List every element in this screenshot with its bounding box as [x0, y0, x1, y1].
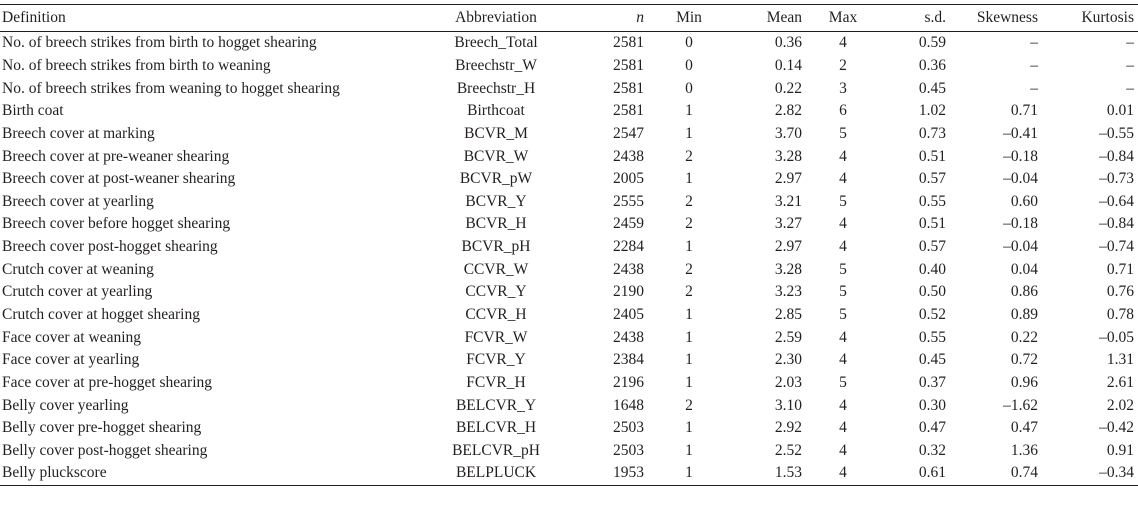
n-cell: 2581	[613, 79, 644, 97]
n-cell: 2438	[613, 260, 644, 278]
sd-cell: 0.37	[918, 373, 946, 391]
skewness-cell: 0.72	[1010, 351, 1038, 369]
definition-cell: Belly cover post-hogget shearing	[2, 441, 208, 459]
sd-cell: 0.32	[918, 441, 946, 459]
abbreviation-cell: BELCVR_H	[455, 419, 537, 437]
header-row	[0, 5, 1138, 32]
table-row	[0, 190, 1138, 213]
mean-cell: 2.59	[774, 328, 802, 346]
min-cell: 2	[685, 215, 693, 233]
header-abbreviation: Abbreviation	[455, 9, 537, 26]
min-cell: 1	[685, 124, 693, 142]
skewness-cell: –0.41	[1003, 124, 1038, 142]
max-cell: 5	[839, 124, 847, 142]
min-cell: 2	[685, 396, 693, 414]
min-cell: 0	[685, 34, 693, 52]
min-cell: 2	[685, 192, 693, 210]
mean-cell: 2.85	[774, 306, 802, 323]
min-cell: 1	[685, 170, 693, 188]
max-cell: 4	[839, 147, 847, 165]
sd-cell: 0.57	[918, 170, 946, 188]
header-max: Max	[828, 9, 858, 26]
max-cell: 5	[839, 306, 847, 323]
n-cell: 2384	[613, 351, 644, 369]
n-cell: 2547	[613, 124, 644, 142]
descriptive-statistics-table	[0, 4, 1138, 486]
definition-cell: Belly cover yearling	[2, 396, 129, 414]
mean-cell: 2.52	[774, 441, 802, 459]
header-skewness: Skewness	[976, 9, 1038, 26]
kurtosis-cell: –0.84	[1099, 215, 1134, 233]
abbreviation-cell: FCVR_Y	[466, 351, 526, 369]
kurtosis-cell: –	[1126, 34, 1134, 52]
skewness-cell: –0.04	[1003, 170, 1038, 188]
skewness-cell: –	[1030, 56, 1038, 74]
n-cell: 2581	[613, 34, 644, 52]
n-cell: 1953	[613, 464, 644, 482]
table-header	[0, 5, 1138, 32]
min-cell: 2	[685, 147, 693, 165]
definition-cell: No. of breech strikes from birth to hogget shearing	[2, 34, 317, 52]
table-row	[0, 349, 1138, 372]
header-sd: s.d.	[924, 9, 946, 26]
skewness-cell: 0.96	[1010, 373, 1038, 391]
max-cell: 5	[839, 192, 847, 210]
abbreviation-cell: BCVR_pH	[461, 238, 531, 256]
n-cell: 2459	[613, 215, 644, 233]
header-definition: Definition	[2, 9, 66, 26]
kurtosis-cell: –0.74	[1099, 238, 1134, 256]
skewness-cell: –0.18	[1003, 215, 1038, 233]
abbreviation-cell: BCVR_M	[464, 124, 528, 142]
table-row	[0, 213, 1138, 236]
kurtosis-cell: 0.91	[1106, 441, 1134, 459]
kurtosis-cell: 0.78	[1106, 306, 1134, 323]
kurtosis-cell: 0.76	[1106, 283, 1134, 301]
table-row	[0, 462, 1138, 485]
n-cell: 2438	[613, 328, 644, 346]
abbreviation-cell: Breechstr_W	[455, 56, 537, 74]
kurtosis-cell: 2.02	[1106, 396, 1134, 414]
n-cell: 2503	[613, 419, 644, 437]
mean-cell: 2.03	[774, 373, 802, 391]
max-cell: 4	[839, 328, 847, 346]
definition-cell: Crutch cover at weaning	[2, 260, 154, 278]
skewness-cell: 0.04	[1010, 260, 1038, 278]
min-cell: 1	[685, 419, 693, 437]
abbreviation-cell: FCVR_W	[464, 328, 528, 346]
abbreviation-cell: BCVR_pW	[459, 170, 533, 188]
max-cell: 4	[839, 441, 847, 459]
skewness-cell: 0.47	[1010, 419, 1038, 437]
kurtosis-cell: –0.34	[1099, 464, 1134, 482]
table-row	[0, 100, 1138, 123]
kurtosis-cell: 0.01	[1106, 102, 1134, 120]
kurtosis-cell: –0.42	[1099, 419, 1134, 437]
table-row	[0, 394, 1138, 417]
abbreviation-cell: BCVR_H	[465, 215, 527, 233]
n-cell: 2503	[613, 441, 644, 459]
n-cell: 1648	[613, 396, 644, 414]
n-cell: 2581	[613, 102, 644, 120]
sd-cell: 0.73	[918, 124, 946, 142]
table-row	[0, 77, 1138, 100]
abbreviation-cell: Breechstr_H	[456, 79, 536, 97]
table-row	[0, 236, 1138, 259]
max-cell: 4	[839, 351, 847, 369]
skewness-cell: –	[1030, 34, 1038, 52]
definition-cell: Breech cover at pre-weaner shearing	[2, 147, 230, 165]
n-cell: 2196	[613, 373, 644, 391]
definition-cell: Breech cover before hogget shearing	[2, 215, 231, 233]
definition-cell: Breech cover post-hogget shearing	[2, 238, 218, 256]
n-cell: 2284	[613, 238, 644, 256]
max-cell: 3	[839, 79, 847, 97]
skewness-cell: 1.36	[1010, 441, 1038, 459]
max-cell: 4	[839, 464, 847, 482]
abbreviation-cell: BELCVR_Y	[455, 396, 537, 414]
kurtosis-cell: –0.84	[1099, 147, 1134, 165]
n-cell: 2190	[613, 283, 644, 301]
sd-cell: 0.57	[918, 238, 946, 256]
kurtosis-cell: –0.73	[1099, 170, 1134, 188]
definition-cell: Breech cover at marking	[2, 124, 155, 142]
mean-cell: 0.22	[774, 79, 802, 97]
max-cell: 6	[839, 102, 847, 120]
max-cell: 5	[839, 260, 847, 278]
min-cell: 1	[685, 464, 693, 482]
min-cell: 1	[685, 441, 693, 459]
skewness-cell: 0.22	[1010, 328, 1038, 346]
n-cell: 2005	[613, 170, 644, 188]
mean-cell: 3.23	[774, 283, 802, 301]
sd-cell: 1.02	[918, 102, 946, 120]
definition-cell: Face cover at weaning	[2, 328, 142, 346]
sd-cell: 0.45	[918, 351, 946, 369]
kurtosis-cell: 0.71	[1106, 260, 1134, 278]
mean-cell: 3.28	[774, 260, 802, 278]
table-row	[0, 304, 1138, 327]
definition-cell: Birth coat	[2, 102, 64, 120]
max-cell: 5	[839, 373, 847, 391]
mean-cell: 2.97	[774, 238, 802, 256]
table-row	[0, 258, 1138, 281]
min-cell: 1	[685, 328, 693, 346]
abbreviation-cell: FCVR_H	[466, 373, 526, 391]
skewness-cell: 0.60	[1010, 192, 1038, 210]
table-row	[0, 32, 1138, 55]
n-cell: 2438	[613, 147, 644, 165]
min-cell: 2	[685, 283, 693, 301]
max-cell: 2	[839, 56, 847, 74]
skewness-cell: –	[1030, 79, 1038, 97]
skewness-cell: 0.74	[1010, 464, 1038, 482]
sd-cell: 0.51	[918, 147, 946, 165]
definition-cell: Crutch cover at hogget shearing	[2, 306, 200, 323]
abbreviation-cell: Breech_Total	[454, 34, 538, 52]
kurtosis-cell: 1.31	[1106, 351, 1134, 369]
header-kurtosis: Kurtosis	[1081, 9, 1134, 26]
skewness-cell: –0.18	[1003, 147, 1038, 165]
skewness-cell: 0.89	[1010, 306, 1038, 323]
min-cell: 0	[685, 79, 693, 97]
abbreviation-cell: BCVR_Y	[465, 192, 527, 210]
max-cell: 4	[839, 215, 847, 233]
definition-cell: Belly pluckscore	[2, 464, 107, 482]
mean-cell: 2.92	[774, 419, 802, 437]
abbreviation-cell: BELPLUCK	[455, 464, 537, 482]
min-cell: 1	[685, 351, 693, 369]
abbreviation-cell: Birthcoat	[467, 102, 525, 120]
skewness-cell: 0.86	[1010, 283, 1038, 301]
header-mean: Mean	[766, 9, 802, 26]
min-cell: 1	[685, 238, 693, 256]
kurtosis-cell: 2.61	[1106, 373, 1134, 391]
sd-cell: 0.36	[918, 56, 946, 74]
sd-cell: 0.47	[918, 419, 946, 437]
abbreviation-cell: CCVR_Y	[465, 283, 527, 301]
sd-cell: 0.55	[918, 192, 946, 210]
mean-cell: 2.82	[774, 102, 802, 120]
table-row	[0, 168, 1138, 191]
mean-cell: 2.97	[774, 170, 802, 188]
table-row	[0, 440, 1138, 463]
mean-cell: 1.53	[774, 464, 802, 482]
mean-cell: 2.30	[774, 351, 802, 369]
mean-cell: 0.36	[774, 34, 802, 52]
mean-cell: 3.70	[774, 124, 802, 142]
skewness-cell: –1.62	[1003, 396, 1038, 414]
definition-cell: No. of breech strikes from weaning to hogget shearing	[2, 79, 340, 97]
kurtosis-cell: –0.64	[1099, 192, 1134, 210]
table-row	[0, 281, 1138, 304]
table-row	[0, 326, 1138, 349]
definition-cell: Crutch cover at yearling	[2, 283, 153, 301]
max-cell: 4	[839, 238, 847, 256]
sd-cell: 0.40	[918, 260, 946, 278]
max-cell: 5	[839, 283, 847, 301]
min-cell: 1	[685, 102, 693, 120]
min-cell: 0	[685, 56, 693, 74]
kurtosis-cell: –	[1126, 79, 1134, 97]
sd-cell: 0.61	[918, 464, 946, 482]
sd-cell: 0.50	[918, 283, 946, 301]
n-cell: 2555	[613, 192, 644, 210]
abbreviation-cell: CCVR_H	[465, 306, 527, 323]
abbreviation-cell: CCVR_W	[463, 260, 529, 278]
n-cell: 2581	[613, 56, 644, 74]
mean-cell: 0.14	[774, 56, 802, 74]
max-cell: 4	[839, 396, 847, 414]
n-cell: 2405	[613, 306, 644, 323]
min-cell: 1	[685, 306, 693, 323]
table-row	[0, 55, 1138, 78]
definition-cell: Breech cover at post-weaner shearing	[2, 170, 236, 188]
definition-cell: Face cover at yearling	[2, 351, 140, 369]
table-row	[0, 145, 1138, 168]
max-cell: 4	[839, 34, 847, 52]
max-cell: 4	[839, 170, 847, 188]
definition-cell: Face cover at pre-hogget shearing	[2, 373, 213, 391]
kurtosis-cell: –0.05	[1099, 328, 1134, 346]
abbreviation-cell: BELCVR_pH	[452, 441, 540, 459]
skewness-cell: –0.04	[1003, 238, 1038, 256]
sd-cell: 0.55	[918, 328, 946, 346]
mean-cell: 3.27	[774, 215, 802, 233]
table-row	[0, 123, 1138, 146]
sd-cell: 0.45	[918, 79, 946, 97]
kurtosis-cell: –	[1126, 56, 1134, 74]
table-row	[0, 372, 1138, 395]
header-n: n	[636, 9, 644, 26]
abbreviation-cell: BCVR_W	[463, 147, 529, 165]
max-cell: 4	[839, 419, 847, 437]
definition-cell: Belly cover pre-hogget shearing	[2, 419, 202, 437]
definition-cell: No. of breech strikes from birth to weaning	[2, 56, 271, 74]
table-body	[0, 32, 1138, 486]
mean-cell: 3.21	[774, 192, 802, 210]
mean-cell: 3.28	[774, 147, 802, 165]
header-min: Min	[676, 9, 702, 26]
skewness-cell: 0.71	[1010, 102, 1038, 120]
table-row	[0, 417, 1138, 440]
kurtosis-cell: –0.55	[1099, 124, 1134, 142]
min-cell: 2	[685, 260, 693, 278]
sd-cell: 0.59	[918, 34, 946, 52]
mean-cell: 3.10	[774, 396, 802, 414]
sd-cell: 0.52	[918, 306, 946, 323]
definition-cell: Breech cover at yearling	[2, 192, 154, 210]
min-cell: 1	[685, 373, 693, 391]
sd-cell: 0.30	[918, 396, 946, 414]
sd-cell: 0.51	[918, 215, 946, 233]
